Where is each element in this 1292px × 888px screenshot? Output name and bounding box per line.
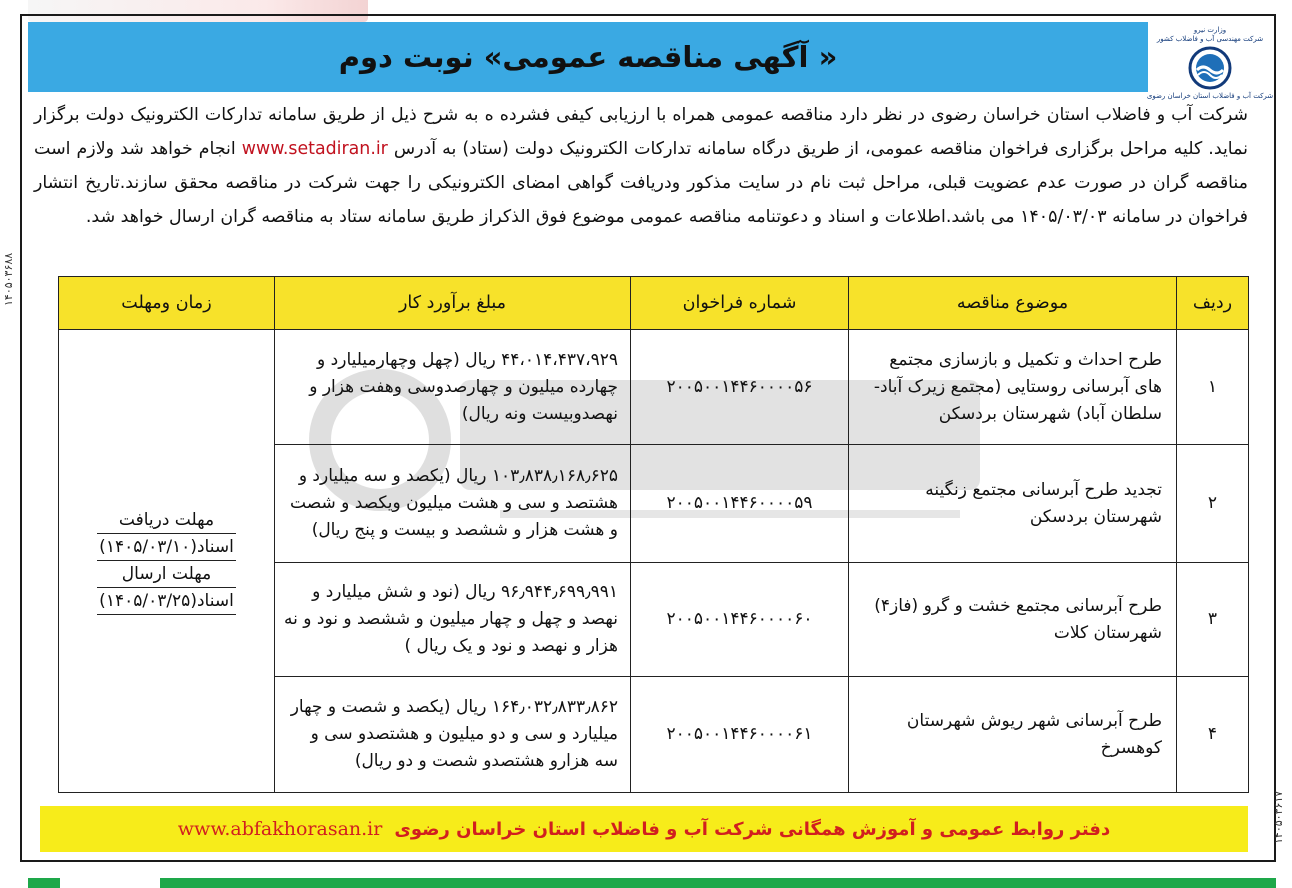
table-row bbox=[59, 330, 1249, 445]
title-banner bbox=[28, 22, 1148, 92]
bottom-green-strip bbox=[28, 878, 1276, 888]
receive-deadline-value: اسناد(۱۴۰۵/۰۳/۱۰) bbox=[97, 534, 236, 561]
header-row-number: ردیف bbox=[1177, 277, 1249, 330]
row-subject: طرح احداث و تکمیل و بازسازی مجتمع های آبرسانی روستایی (مجتمع زیرک آباد-سلطان آباد) شهرستان بردسکن bbox=[849, 330, 1177, 445]
water-drop-logo-icon bbox=[1188, 46, 1232, 90]
deadline-block bbox=[97, 507, 236, 615]
row-amount: ۹۶٫۹۴۴٫۶۹۹٫۹۹۱ ریال (نود و شش میلیارد و نهصد و چهل و چهار میلیون و ششصد و نود و نه هزار و نهصد و نود و یک ریال ) bbox=[275, 563, 631, 677]
row-amount: ۴۴،۰۱۴،۴۳۷،۹۲۹ ریال (چهل وچهارمیلیارد و چهارده میلیون و چهارصدوسی وهفت هزار و نهصدوبیست ونه ریال) bbox=[275, 330, 631, 445]
row-amount: ۱۰۳٫۸۳۸٫۱۶۸٫۶۲۵ ریال (یکصد و سه میلیارد و هشتصد و سی و هشت میلیون ویکصد و شصت و هشت هزار و ششصد و بیست و پنج ریال) bbox=[275, 445, 631, 563]
header-row bbox=[28, 22, 1274, 100]
intro-part2: انجام خواهد شد ولازم است مناقصه گران در صورت عدم عضویت قبلی، مراحل ثبت نام در سایت مذکور ودریافت گواهی امضای الکترونیکی را جهت شرکت در مناقصه محقق سازند.تاریخ انتشار فراخوان در سامانه ۱۴۰۵/۰۳/۰۳ می باشد.اطلاعات و اسناد و دعوتنامه مناقصه عمومی موضوع فوق الذکراز طریق سامانه ستاد به مناقصه گران ارسال خواهد شد. bbox=[34, 139, 1248, 227]
row-subject: تجدید طرح آبرسانی مجتمع زنگینه شهرستان بردسکن bbox=[849, 445, 1177, 563]
row-subject: طرح آبرسانی مجتمع خشت و گرو (فاز۴) شهرستان کلات bbox=[849, 563, 1177, 677]
row-number: ۳ bbox=[1177, 563, 1249, 677]
receive-deadline-label: مهلت دریافت bbox=[97, 507, 236, 534]
company-logo bbox=[1146, 22, 1274, 110]
row-number: ۱ bbox=[1177, 330, 1249, 445]
row-number: ۴ bbox=[1177, 677, 1249, 793]
side-code-right: ۱۴۰۵۰۳۶۱۷ bbox=[1272, 790, 1285, 844]
row-number: ۲ bbox=[1177, 445, 1249, 563]
send-deadline-label: مهلت ارسال bbox=[97, 561, 236, 588]
table-header-row bbox=[59, 277, 1249, 330]
setadiran-link[interactable]: www.setadiran.ir bbox=[241, 139, 388, 159]
row-subject: طرح آبرسانی شهر ریوش شهرستان کوهسرخ bbox=[849, 677, 1177, 793]
side-code-left: ۱۴۰۵۰۳۶۸۸ bbox=[2, 252, 15, 306]
row-amount: ۱۶۴٫۰۳۲٫۸۳۳٫۸۶۲ ریال (یکصد و شصت و چهار میلیارد و سی و دو میلیون و هشتصدو سی و سه هزارو هشتصدو شصت و دو ریال) bbox=[275, 677, 631, 793]
intro-paragraph bbox=[34, 98, 1248, 234]
send-deadline-value: اسناد(۱۴۰۵/۰۳/۲۵) bbox=[97, 588, 236, 615]
row-call-number: ۲۰۰۵۰۰۱۴۴۶۰۰۰۰۶۱ bbox=[631, 677, 849, 793]
logo-top-text: وزارت نیرو شرکت مهندسی آب و فاضلاب کشور bbox=[1156, 26, 1264, 43]
footer-text: دفتر روابط عمومی و آموزش همگانی شرکت آب و فاضلاب استان خراسان رضوی bbox=[394, 818, 1111, 840]
header-subject: موضوع مناقصه bbox=[849, 277, 1177, 330]
row-call-number: ۲۰۰۵۰۰۱۴۴۶۰۰۰۰۶۰ bbox=[631, 563, 849, 677]
page-title: « آگهی مناقصه عمومی» نوبت دوم bbox=[338, 40, 838, 74]
tender-table-wrap bbox=[58, 276, 1248, 793]
intro-part1: شرکت آب و فاضلاب استان خراسان رضوی در نظر دارد مناقصه عمومی همراه با ارزیابی کیفی فشرده ه به شرح ذیل از طریق سامانه تدارکات الکترونیک دولت برگزار نماید. کلیه مراحل برگزاری فراخوان مناقصه عمومی، از طریق درگاه سامانه تدارکات الکترونیک دولت (ستاد) به آدرس bbox=[34, 105, 1248, 159]
logo-caption: شرکت آب و فاضلاب استان خراسان رضوی bbox=[1146, 92, 1274, 100]
footer-bar bbox=[40, 806, 1248, 852]
row-call-number: ۲۰۰۵۰۰۱۴۴۶۰۰۰۰۵۹ bbox=[631, 445, 849, 563]
header-time: زمان ومهلت bbox=[59, 277, 275, 330]
header-call-number: شماره فراخوان bbox=[631, 277, 849, 330]
tender-table bbox=[58, 276, 1249, 793]
deadline-cell bbox=[59, 330, 275, 793]
bottom-strip-gap bbox=[60, 876, 160, 888]
header-amount: مبلغ برآورد کار bbox=[275, 277, 631, 330]
row-call-number: ۲۰۰۵۰۰۱۴۴۶۰۰۰۰۵۶ bbox=[631, 330, 849, 445]
footer-url-link[interactable]: www.abfakhorasan.ir bbox=[177, 818, 383, 840]
